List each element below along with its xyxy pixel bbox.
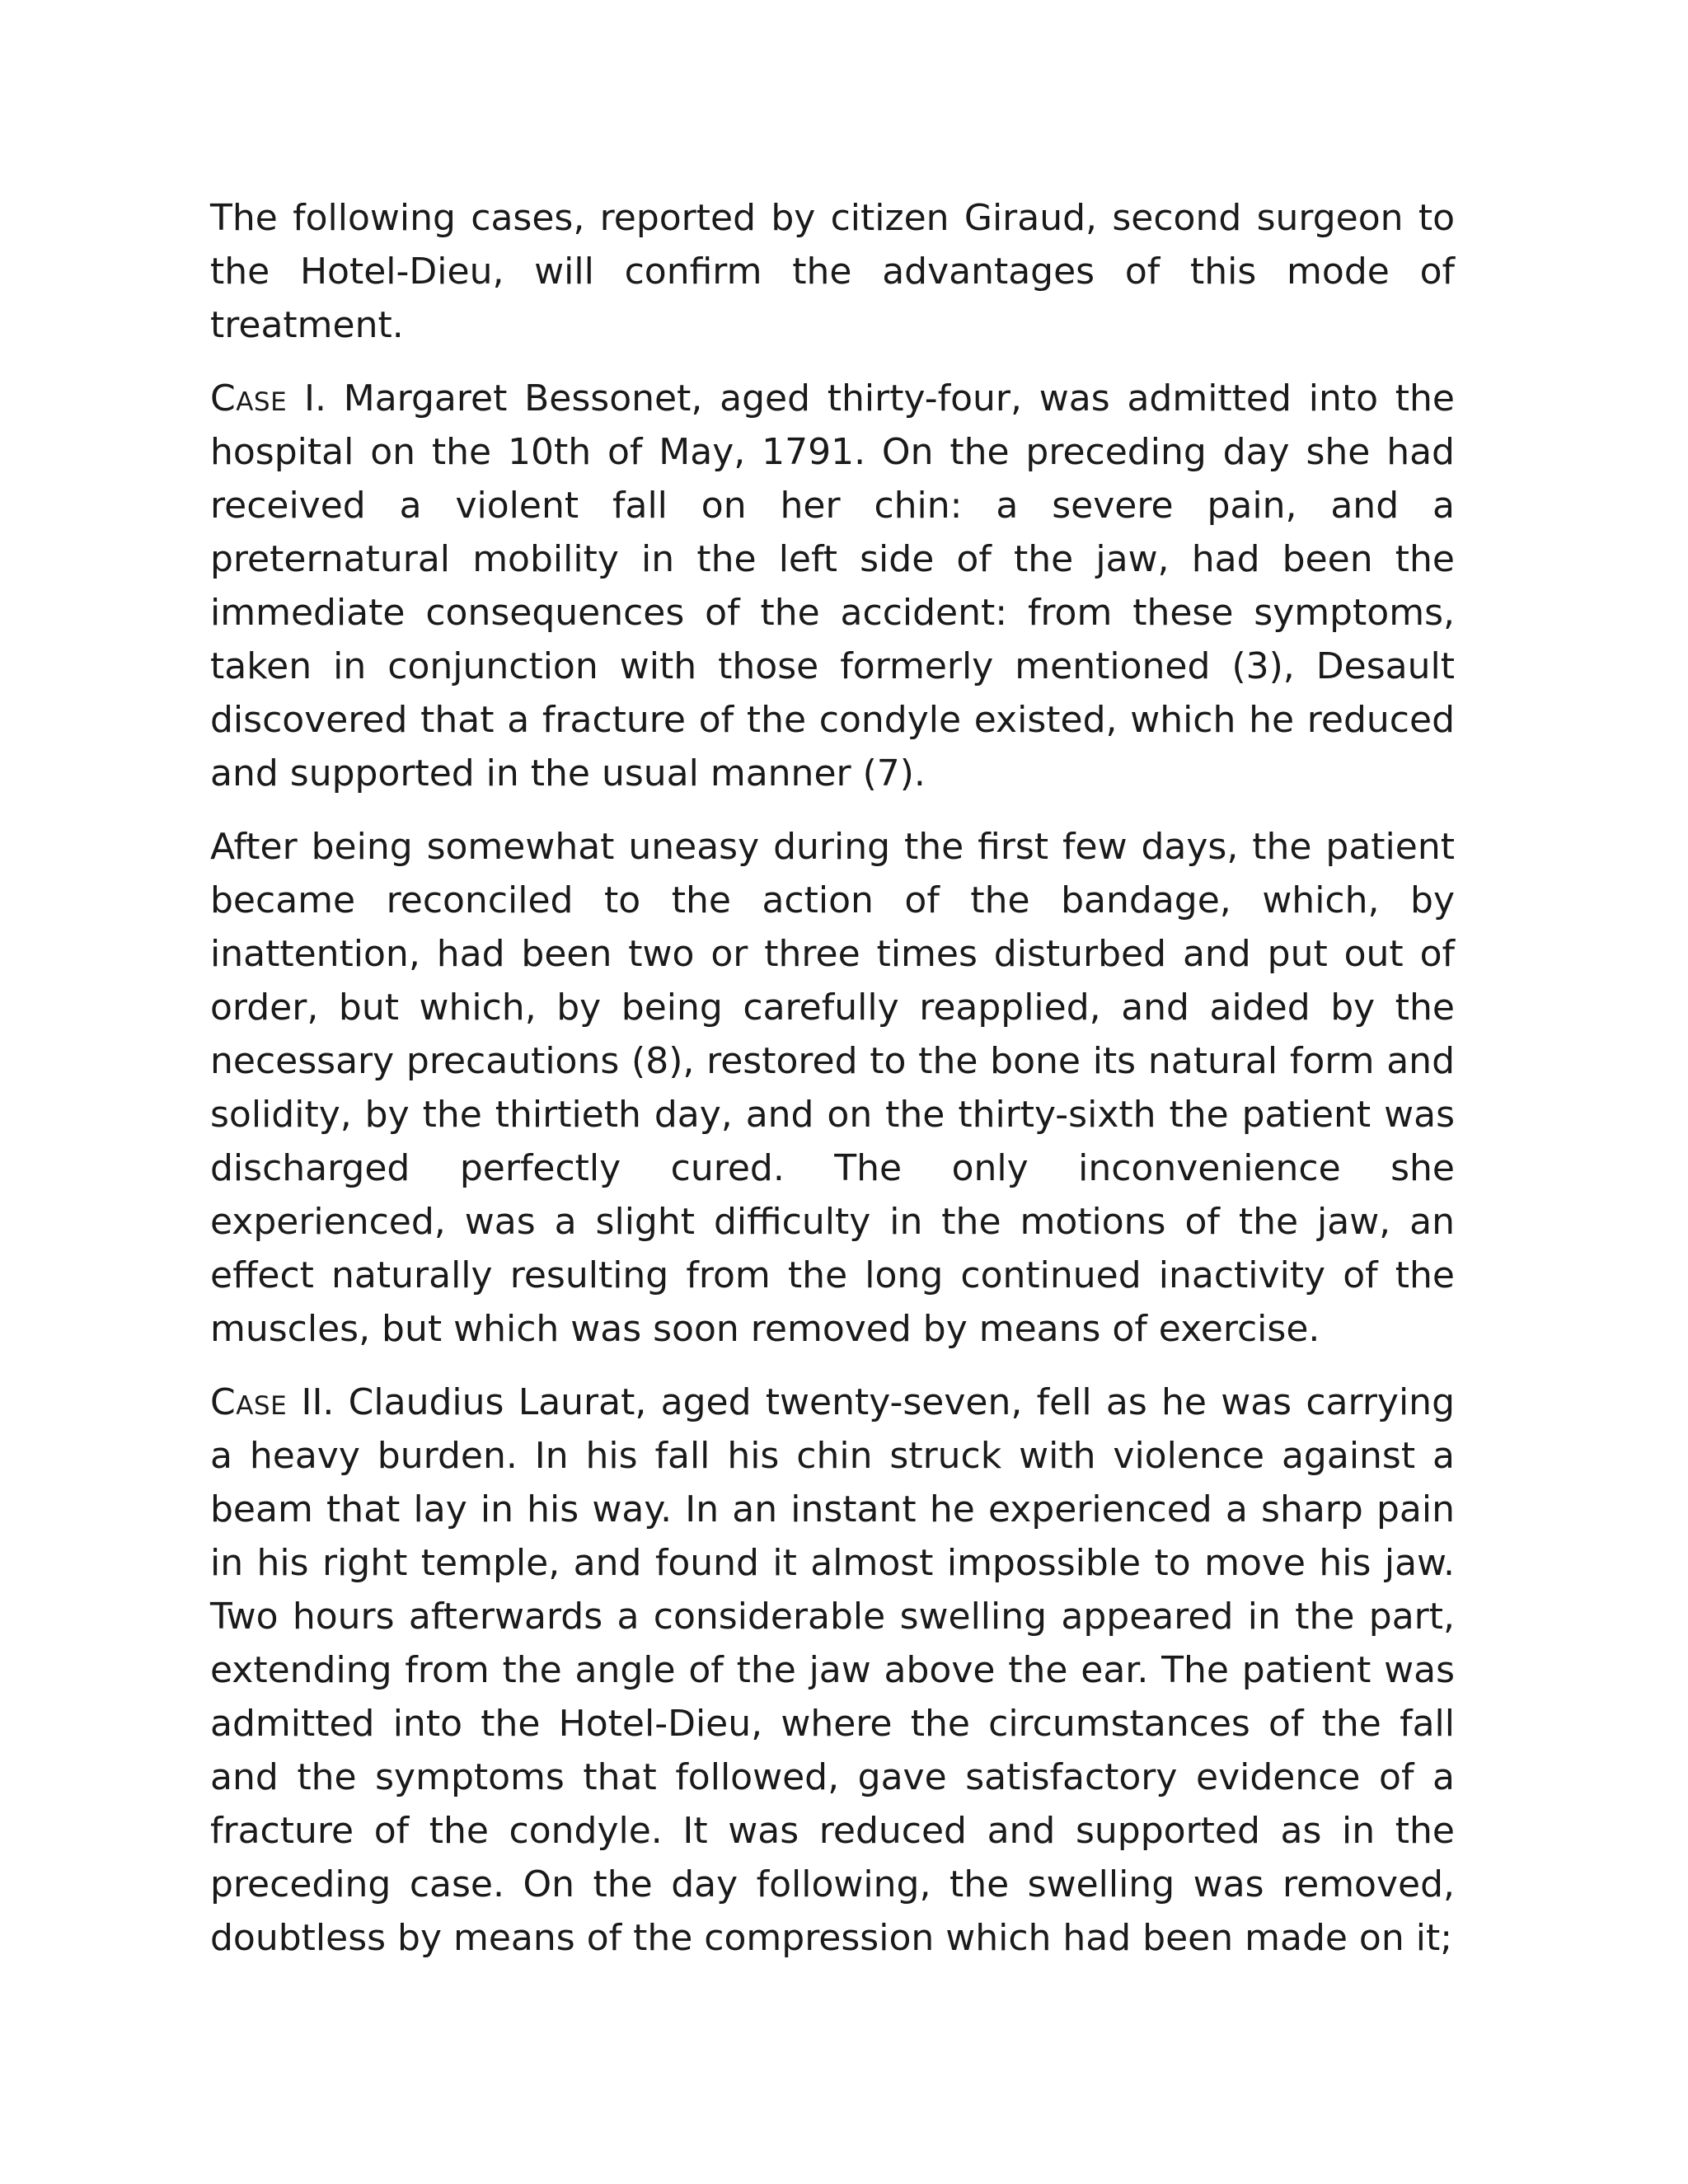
paragraph-text: The following cases, reported by citizen Giraud, second surgeon to the Hotel-Dieu, will confirm the advantages of this mode of treatment. (210, 197, 1455, 346)
paragraph-case-2 (210, 1376, 1455, 1965)
paragraph-text: I. Margaret Bessonet, aged thirty-four, was admitted into the hospital on the 10th of May, 1791. On the preceding day she had received a violent fall on her chin: a severe pain, and a preternatural mobility in the left side of the jaw, had been the immediate consequences of the accident: from these symptoms, taken in conjunction with those formerly mentioned (3), Desault discovered that a fracture of the condyle existed, which he reduced and supported in the usual manner (7). (210, 377, 1455, 794)
case-heading: Case (210, 377, 288, 419)
document-page (210, 191, 1455, 1985)
paragraph-intro (210, 191, 1455, 352)
paragraph-text: After being somewhat uneasy during the first few days, the patient became reconciled to the action of the bandage, which, by inattention, had been two or three times disturbed and put out of order, but which, by being carefully reapplied, and aided by the necessary precautions (8), restored to the bone its natural form and solidity, by the thirtieth day, and on the thirty-sixth the patient was discharged perfectly cured. The only inconvenience she experienced, was a slight difficulty in the motions of the jaw, an effect naturally resulting from the long continued inactivity of the muscles, but which was soon removed by means of exercise. (210, 826, 1455, 1350)
paragraph-case-1-continued (210, 820, 1455, 1356)
paragraph-text: II. Claudius Laurat, aged twenty-seven, fell as he was carrying a heavy burden. In his fall his chin struck with violence against a beam that lay in his way. In an instant he experienced a sharp pain in his right temple, and found it almost impossible to move his jaw. Two hours afterwards a considerable swelling appeared in the part, extending from the angle of the jaw above the ear. The patient was admitted into the Hotel-Dieu, where the circumstances of the fall and the symptoms that followed, gave satisfactory evidence of a fracture of the condyle. It was reduced and supported as in the preceding case. On the day following, the swelling was removed, doubtless by means of the compression which had been made on it; (210, 1381, 1455, 1959)
paragraph-case-1 (210, 372, 1455, 800)
case-heading: Case (210, 1381, 288, 1423)
